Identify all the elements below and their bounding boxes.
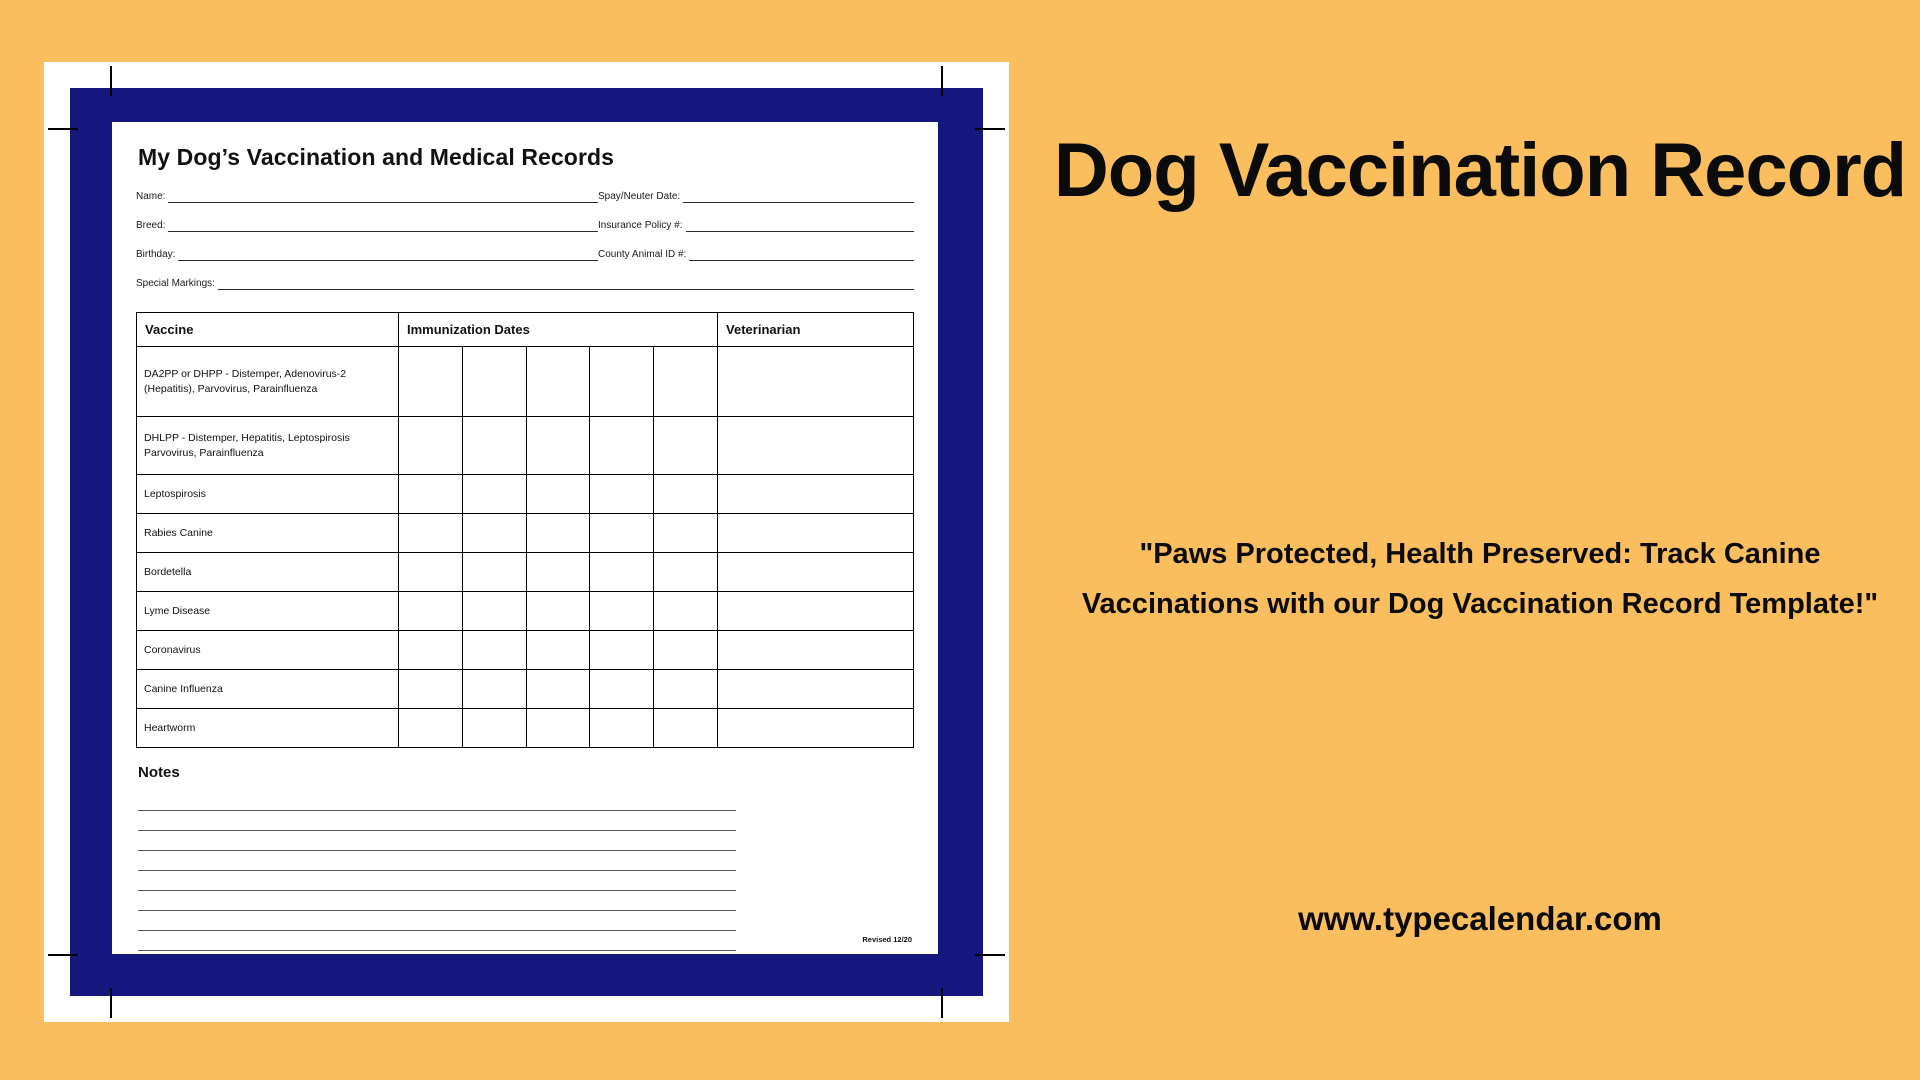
- crop-mark-bottom-left-v: [110, 988, 112, 1018]
- crop-mark-bottom-right-h: [975, 954, 1005, 956]
- table-row: [137, 514, 914, 553]
- date-cell[interactable]: [590, 709, 654, 748]
- date-cell[interactable]: [654, 417, 718, 475]
- date-cell[interactable]: [399, 553, 463, 592]
- veterinarian-cell[interactable]: [718, 670, 914, 709]
- vaccination-table: [136, 312, 914, 748]
- date-cell[interactable]: [654, 514, 718, 553]
- date-cell[interactable]: [399, 475, 463, 514]
- date-cell[interactable]: [399, 670, 463, 709]
- field-row: [136, 220, 914, 232]
- date-cell[interactable]: [590, 514, 654, 553]
- vaccine-name-cell: Rabies Canine: [137, 514, 399, 553]
- field-insurance-policy[interactable]: [598, 220, 914, 232]
- veterinarian-cell[interactable]: [718, 475, 914, 514]
- veterinarian-cell[interactable]: [718, 709, 914, 748]
- notes-lines: [138, 791, 736, 951]
- field-name-input[interactable]: [168, 191, 598, 203]
- field-row: [136, 191, 914, 203]
- field-birthday-label: Birthday:: [136, 249, 176, 260]
- veterinarian-cell[interactable]: [718, 553, 914, 592]
- field-county-animal-id[interactable]: [598, 249, 914, 261]
- note-line[interactable]: [138, 831, 736, 851]
- table-row: [137, 475, 914, 514]
- note-line[interactable]: [138, 931, 736, 951]
- note-line[interactable]: [138, 891, 736, 911]
- note-line[interactable]: [138, 851, 736, 871]
- note-line[interactable]: [138, 911, 736, 931]
- date-cell[interactable]: [526, 514, 590, 553]
- table-row: [137, 709, 914, 748]
- date-cell[interactable]: [654, 670, 718, 709]
- date-cell[interactable]: [462, 514, 526, 553]
- document-sheet: [112, 122, 938, 954]
- field-row: [136, 249, 914, 261]
- field-spay-neuter-date-label: Spay/Neuter Date:: [598, 191, 681, 202]
- date-cell[interactable]: [526, 631, 590, 670]
- vaccine-name-cell: DHLPP - Distemper, Hepatitis, Leptospirosis Parvovirus, Parainfluenza: [137, 417, 399, 475]
- vaccine-name-cell: Canine Influenza: [137, 670, 399, 709]
- crop-mark-bottom-left-h: [48, 954, 78, 956]
- date-cell[interactable]: [526, 553, 590, 592]
- table-header-vaccine: Vaccine: [137, 313, 399, 347]
- date-cell[interactable]: [654, 475, 718, 514]
- date-cell[interactable]: [654, 347, 718, 417]
- date-cell[interactable]: [399, 709, 463, 748]
- crop-mark-top-right-h: [975, 128, 1005, 130]
- field-special-markings-input[interactable]: [218, 278, 914, 290]
- table-row: [137, 631, 914, 670]
- date-cell[interactable]: [399, 347, 463, 417]
- date-cell[interactable]: [526, 417, 590, 475]
- date-cell[interactable]: [462, 592, 526, 631]
- vaccine-name-cell: Bordetella: [137, 553, 399, 592]
- vaccine-name-cell: Leptospirosis: [137, 475, 399, 514]
- date-cell[interactable]: [590, 592, 654, 631]
- table-row: [137, 417, 914, 475]
- date-cell[interactable]: [462, 631, 526, 670]
- date-cell[interactable]: [462, 670, 526, 709]
- date-cell[interactable]: [654, 592, 718, 631]
- field-county-animal-id-input[interactable]: [689, 249, 914, 261]
- field-birthday[interactable]: [136, 249, 598, 261]
- document-preview: [44, 62, 1009, 1022]
- field-spay-neuter-date-input[interactable]: [683, 191, 914, 203]
- revised-stamp: Revised 12/20: [862, 935, 912, 944]
- date-cell[interactable]: [399, 417, 463, 475]
- table-header-veterinarian: Veterinarian: [718, 313, 914, 347]
- veterinarian-cell[interactable]: [718, 592, 914, 631]
- note-line[interactable]: [138, 871, 736, 891]
- date-cell[interactable]: [462, 553, 526, 592]
- vaccine-name-cell: Coronavirus: [137, 631, 399, 670]
- date-cell[interactable]: [526, 670, 590, 709]
- field-special-markings[interactable]: [136, 278, 914, 290]
- field-insurance-policy-input[interactable]: [686, 220, 915, 232]
- field-breed[interactable]: [136, 220, 598, 232]
- veterinarian-cell[interactable]: [718, 347, 914, 417]
- notes-title: Notes: [138, 764, 180, 781]
- date-cell[interactable]: [526, 709, 590, 748]
- date-cell[interactable]: [654, 631, 718, 670]
- date-cell[interactable]: [399, 514, 463, 553]
- note-line[interactable]: [138, 791, 736, 811]
- crop-mark-bottom-right-v: [941, 988, 943, 1018]
- date-cell[interactable]: [590, 670, 654, 709]
- date-cell[interactable]: [462, 347, 526, 417]
- field-row: [136, 278, 914, 290]
- date-cell[interactable]: [526, 475, 590, 514]
- vaccine-name-cell: Heartworm: [137, 709, 399, 748]
- promo-panel: [1040, 0, 1920, 1080]
- promo-website-url[interactable]: www.typecalendar.com: [1298, 900, 1662, 937]
- date-cell[interactable]: [526, 347, 590, 417]
- date-cell[interactable]: [462, 709, 526, 748]
- field-insurance-policy-label: Insurance Policy #:: [598, 220, 683, 231]
- field-birthday-input[interactable]: [178, 249, 598, 261]
- field-name[interactable]: [136, 191, 598, 203]
- table-header-immunization-dates: Immunization Dates: [399, 313, 718, 347]
- table-row: [137, 670, 914, 709]
- date-cell[interactable]: [590, 553, 654, 592]
- promo-tagline: "Paws Protected, Health Preserved: Track Canine Vaccinations with our Dog Vaccination Record Template!": [1081, 538, 1879, 620]
- date-cell[interactable]: [399, 631, 463, 670]
- promo-title: Dog Vaccination Record: [1053, 128, 1907, 213]
- field-county-animal-id-label: County Animal ID #:: [598, 249, 687, 260]
- date-cell[interactable]: [526, 592, 590, 631]
- date-cell[interactable]: [654, 709, 718, 748]
- note-line[interactable]: [138, 811, 736, 831]
- table-row: [137, 592, 914, 631]
- field-special-markings-label: Special Markings:: [136, 278, 215, 289]
- table-row: [137, 553, 914, 592]
- page-title: My Dog’s Vaccination and Medical Records: [138, 144, 615, 170]
- date-cell[interactable]: [590, 417, 654, 475]
- date-cell[interactable]: [590, 631, 654, 670]
- field-breed-label: Breed:: [136, 220, 166, 231]
- table-row: [137, 347, 914, 417]
- date-cell[interactable]: [462, 417, 526, 475]
- crop-mark-top-right-v: [941, 66, 943, 96]
- date-cell[interactable]: [590, 347, 654, 417]
- date-cell[interactable]: [590, 475, 654, 514]
- field-name-label: Name:: [136, 191, 166, 202]
- date-cell[interactable]: [462, 475, 526, 514]
- crop-mark-top-left-h: [48, 128, 78, 130]
- field-spay-neuter-date[interactable]: [598, 191, 914, 203]
- veterinarian-cell[interactable]: [718, 417, 914, 475]
- veterinarian-cell[interactable]: [718, 631, 914, 670]
- date-cell[interactable]: [399, 592, 463, 631]
- crop-mark-top-left-v: [110, 66, 112, 96]
- pet-info-fields: [136, 191, 914, 290]
- vaccine-name-cell: DA2PP or DHPP - Distemper, Adenovirus-2 (Hepatitis), Parvovirus, Parainfluenza: [137, 347, 399, 417]
- veterinarian-cell[interactable]: [718, 514, 914, 553]
- date-cell[interactable]: [654, 553, 718, 592]
- field-breed-input[interactable]: [168, 220, 598, 232]
- table-header-row: [137, 313, 914, 347]
- vaccine-name-cell: Lyme Disease: [137, 592, 399, 631]
